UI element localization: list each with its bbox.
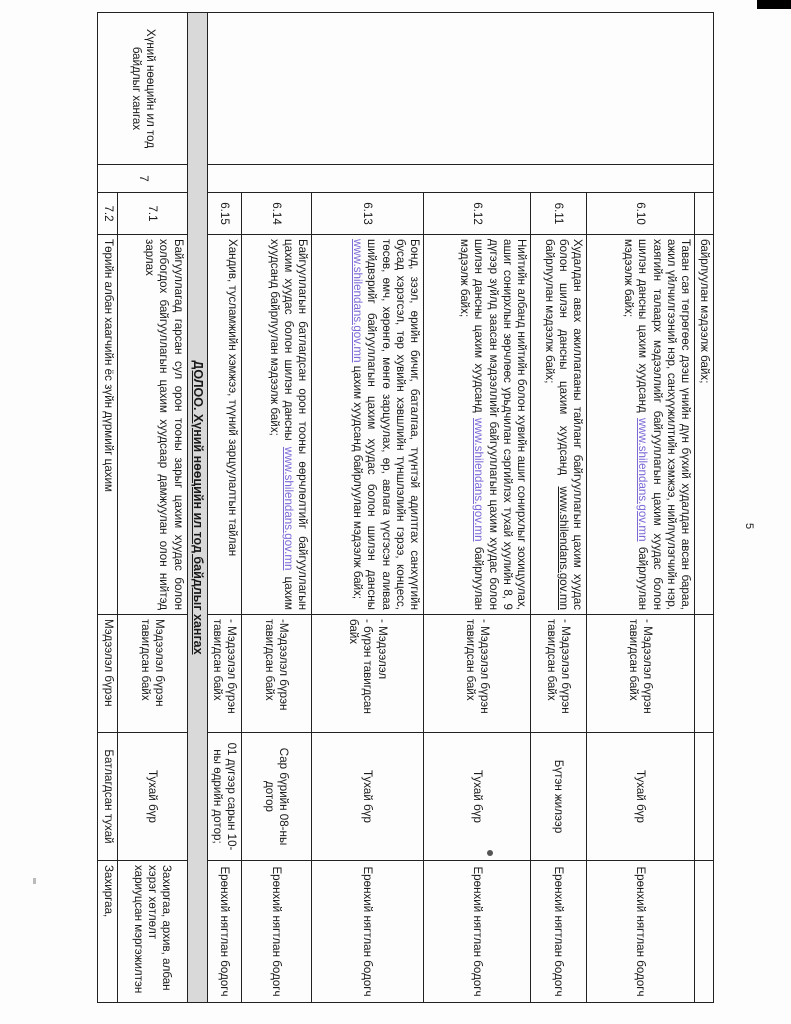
table-row xyxy=(117,13,187,1003)
row-indicator: - Мэдээлэл - бүрэн тавигдсан байх xyxy=(311,615,423,733)
row-deadline: Тухай бүр xyxy=(586,733,694,861)
section-name: Хүний нөөцийн ил тод байдлыг хангах xyxy=(98,13,187,165)
row-deadline: Сар бүрийн 08-ны дотор xyxy=(241,733,311,861)
scan-mark xyxy=(33,878,36,884)
shilendans-link[interactable]: www.shilendans.gov.mn xyxy=(351,239,365,363)
row-responsible: Ерөнхий нягтлан бодогч xyxy=(311,861,423,1003)
section-number: 7 xyxy=(98,165,187,193)
shilendans-link[interactable]: www.shilendans.gov.mn xyxy=(556,486,570,610)
row-number: 6.14 xyxy=(241,193,311,235)
table-row xyxy=(694,13,713,1003)
row-indicator: - Мэдээлэл бүрэн тавигдсан байх xyxy=(423,615,530,733)
row-deadline: Батлагдсан тухай xyxy=(98,733,117,861)
page-number: 5 xyxy=(743,522,756,530)
row-description: Хандив, тусламжийн хэмжээ, түүний зарцуулалтын тайлан xyxy=(207,235,241,615)
row-deadline: Тухай бүр xyxy=(117,733,187,861)
row-deadline: 01 дүгээр сарын 10-ны өдрийн дотор; xyxy=(207,733,241,861)
row-description: Байгууллагын батлагдсан орон тооны өөрчлөлтийг байгууллагын цахим хуудас болон шилэн дансны www.shilendans.gov.mn цахим хуудсанд байрлуулан мэдээлж байх; xyxy=(241,235,311,615)
section-header-row xyxy=(187,13,207,1003)
shilendans-link[interactable]: www.shilendans.gov.mn xyxy=(636,418,650,542)
row-indicator: Мэдээлэл бүрэн тавигдсан байх xyxy=(117,615,187,733)
row-number: 6.12 xyxy=(423,193,530,235)
row-responsible: Ерөнхий нягтлан бодогч xyxy=(241,861,311,1003)
row-indicator: - Мэдээлэл бүрэн тавигдсан байх xyxy=(530,615,586,733)
scan-corner-mark xyxy=(757,0,791,9)
shilendans-link[interactable]: www.shilendans.gov.mn xyxy=(472,418,486,542)
row-number: 7.2 xyxy=(98,193,117,235)
plan-table xyxy=(97,12,714,1003)
row-responsible: Ерөнхий нягтлан бодогч xyxy=(530,861,586,1003)
row-deadline: Тухай бүр xyxy=(311,733,423,861)
row-responsible: Захиргаа, xyxy=(98,861,117,1003)
row-description: Худалдан авах ажиллагааны тайланг байгууллагын цахим хуудас болон шилэн дансны цахим хуудсанд www.shilendans.gov.mn байрлуулан мэдээлж байх; xyxy=(530,235,586,615)
row-number: 6.13 xyxy=(311,193,423,235)
row-responsible: Ерөнхий нягтлан бодогч xyxy=(207,861,241,1003)
row-description: Таван сая төгрөгөөс дээш үнийн дүн бүхий худалдан авсан бараа, ажил үйлчилгээний нэр, санхүүжилтийн хэмжээ, нийлүүлэгчийн нэр, хаягийн талаарх мэдээллийг байгууллагын цахим хуудас болон шилэн дансны цахим хуудсанд www.shilendans.gov.mn байрлуулан мэдээлж байх; xyxy=(586,235,694,615)
row-responsible: Захиргаа, архив, албан хэрэг хөтлөлт хариуцсан мэргэжилтэн xyxy=(117,861,187,1003)
row-description: Байгууллагад гарсан сул орон тооны зарыг цахим хуудас болон холбогдох байгууллагын цахим хуудсаар дамжуулан олон нийтэд зарлах xyxy=(117,235,187,615)
row-responsible: Ерөнхий нягтлан бодогч xyxy=(586,861,694,1003)
row-description: байрлуулан мэдээлж байх; xyxy=(694,235,713,615)
row-indicator: Мэдээлэл бүрэн xyxy=(98,615,117,733)
shilendans-link[interactable]: www.shilendans.gov.mn xyxy=(281,446,295,571)
row-responsible: Ерөнхий нягтлан бодогч xyxy=(423,861,530,1003)
scan-speck xyxy=(487,850,493,856)
row-indicator: - Мэдээлэл бүрэн тавигдсан байх xyxy=(207,615,241,733)
row-indicator: -Мэдээлэл бүрэн тавигдсан байх xyxy=(241,615,311,733)
row-description: Бонд, зээл, өрийн бичиг, баталгаа, түүнтэй адилтгах санхүүгийн бусад хэрэгсэл, төр хувийн хэвшлийн түншлэлийн гэрээ, концесс, төсөв, өмч, хөрөнгө, мөнгө зарцуулах, өр, авлага үүсгэсэн аливаа шийдвэрийг байгууллагын цахим хуудас болон шилэн дансны www.shilendans.gov.mn цахим хуудсанд байрлуулан мэдээлж байх; xyxy=(311,235,423,615)
section-title: ДОЛОО. Хүний нөөцийн ил тод байдлыг хангах xyxy=(187,13,207,1003)
row-description: Төрийн албан хаагчийн ёс зүйн дүрмийг цахим xyxy=(98,235,117,615)
plan-table-rotated xyxy=(101,12,714,1002)
row-deadline: Тухай бүр xyxy=(423,733,530,861)
row-description: Нийтийн албанд нийтийн болон хувийн ашиг сонирхлыг зохицуулах, ашиг сонирхлын зөрчлөөс урьдчилан сэргийлэх тухай хуулийн 8, 9 дүгээр зүйлд заасан мэдээллийг байгууллагын цахим хуудас болон шилэн дансны цахим хуудсанд www.shilendans.gov.mn байрлуулан мэдээлж байх; xyxy=(423,235,530,615)
row-indicator: - Мэдээлэл бүрэн тавигдсан байх xyxy=(586,615,694,733)
row-deadline: Бүтэн жилээр xyxy=(530,733,586,861)
row-number: 6.11 xyxy=(530,193,586,235)
row-number: 6.10 xyxy=(586,193,694,235)
row-number: 6.15 xyxy=(207,193,241,235)
row-number: 7.1 xyxy=(117,193,187,235)
